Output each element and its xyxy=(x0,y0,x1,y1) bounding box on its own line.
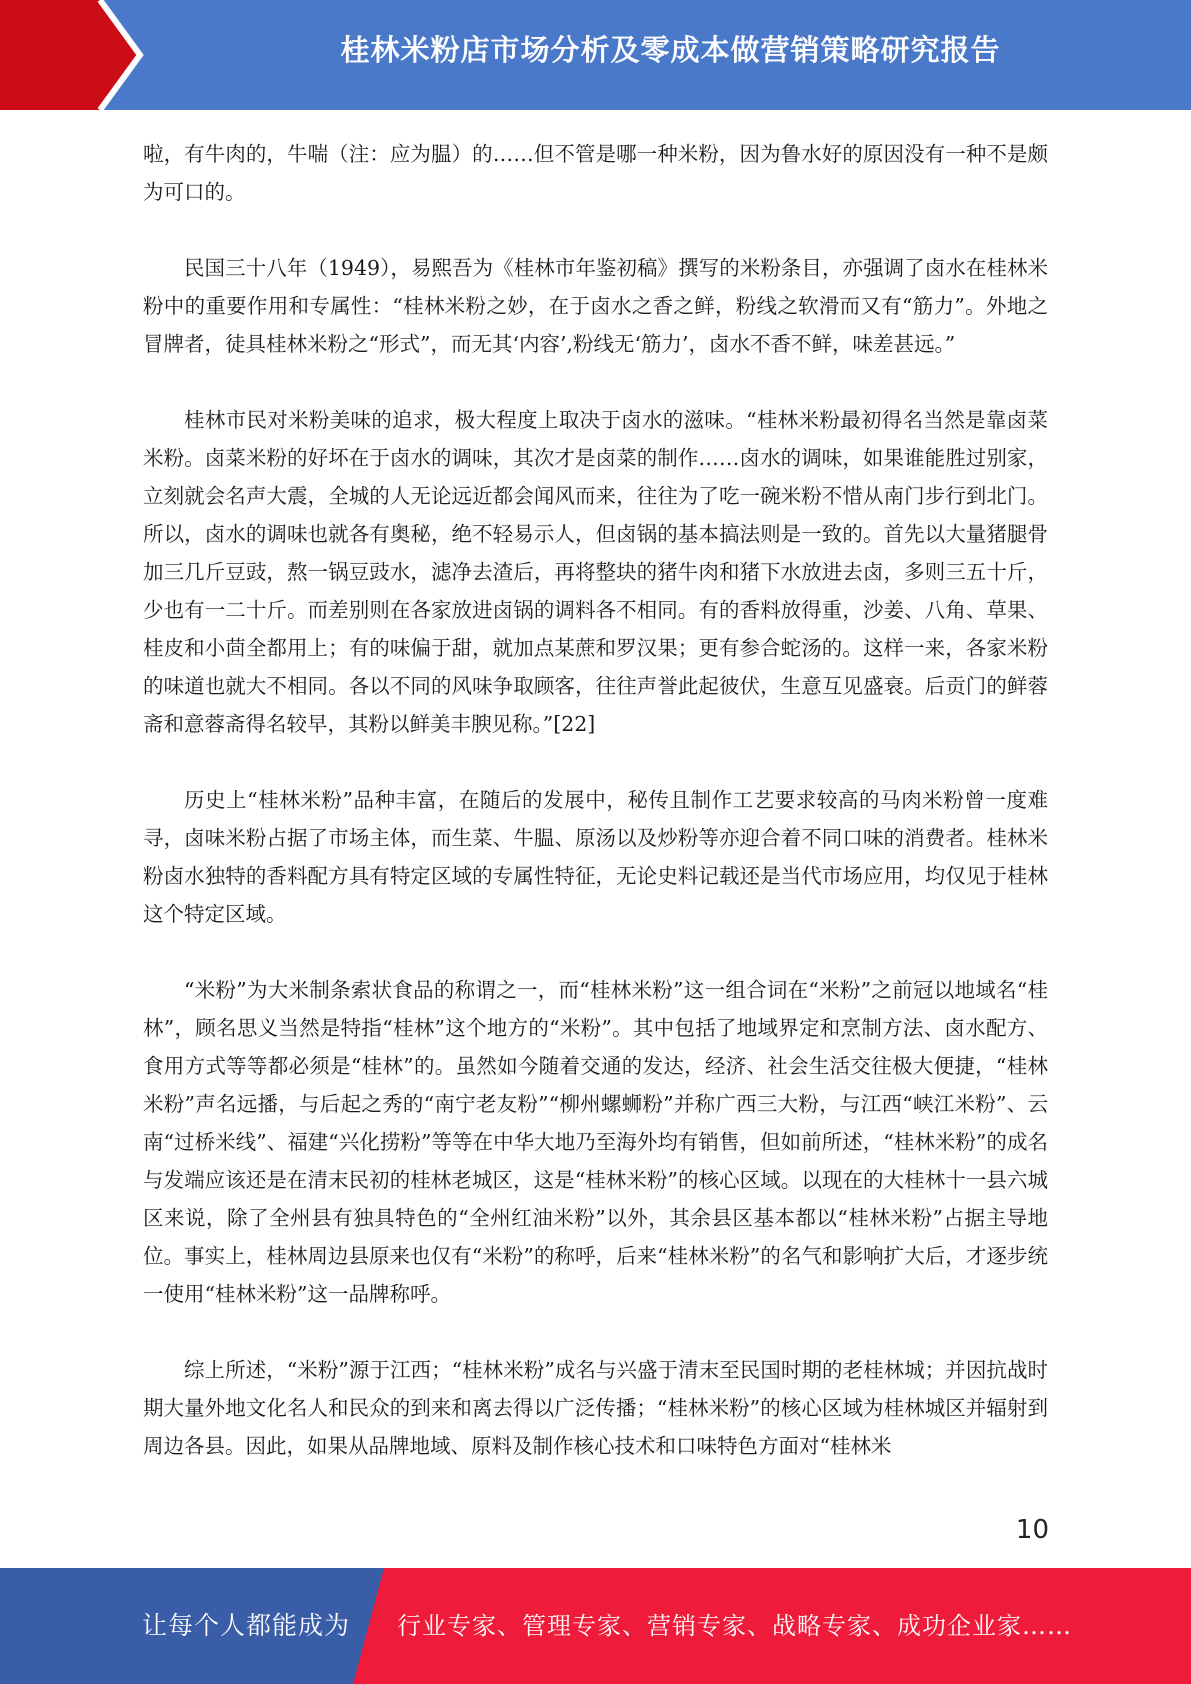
paragraph-5: “米粉”为大米制条索状食品的称谓之一，而“桂林米粉”这一组合词在“米粉”之前冠以地域名“桂林”，顾名思义当然是特指“桂林”这个地方的“米粉”。其中包括了地域界定和烹制方法、卤水配方、食用方式等等都必须是“桂林”的。虽然如今随着交通的发达，经济、社会生活交往极大便捷，“桂林米粉”声名远播，与后起之秀的“南宁老友粉”“柳州螺蛳粉”并称广西三大粉，与江西“峡江米粉”、云南“过桥米线”、福建“兴化捞粉”等等在中华大地乃至海外均有销售，但如前所述，“桂林米粉”的成名与发端应该还是在清末民初的桂林老城区，这是“桂林米粉”的核心区域。以现在的大桂林十一县六城区来说，除了全州县有独具特色的“全州红油米粉”以外，其余县区基本都以“桂林米粉”占据主导地位。事实上，桂林周边县原来也仅有“米粉”的称呼，后来“桂林米粉”的名气和影响扩大后，才逐步统一使用“桂林米粉”这一品牌称呼。 xyxy=(143,978,1048,1306)
footer-slogan-right: 行业专家、管理专家、营销专家、战略专家、成功企业家…… xyxy=(397,1612,1072,1640)
paragraph-3: 桂林市民对米粉美味的追求，极大程度上取决于卤水的滋味。“桂林米粉最初得名当然是靠卤菜米粉。卤菜米粉的好坏在于卤水的调味，其次才是卤菜的制作……卤水的调味，如果谁能胜过别家，立刻就会名声大震，全城的人无论远近都会闻风而来，往往为了吃一碗米粉不惜从南门步行到北门。所以，卤水的调味也就各有奥秘，绝不轻易示人，但卤锅的基本搞法则是一致的。首先以大量猪腿骨加三几斤豆豉，熬一锅豆豉水，滤净去渣后，再将整块的猪牛肉和猪下水放进去卤，多则三五十斤，少也有一二十斤。而差别则在各家放进卤锅的调料各不相同。有的香料放得重，沙姜、八角、草果、桂皮和小茴全都用上；有的味偏于甜，就加点某蔗和罗汉果；更有参合蛇汤的。这样一来，各家米粉的味道也就大不相同。各以不同的风味争取顾客，往往声誉此起彼伏，生意互见盛衰。后贡门的鲜蓉斋和意蓉斋得名较早，其粉以鲜美丰腴见称。”[22] xyxy=(143,408,1048,736)
page-header xyxy=(0,0,1191,110)
paragraph-4: 历史上“桂林米粉”品种丰富，在随后的发展中，秘传且制作工艺要求较高的马肉米粉曾一度难寻，卤味米粉占据了市场主体，而生菜、牛腽、原汤以及炒粉等亦迎合着不同口味的消费者。桂林米粉卤水独特的香料配方具有特定区域的专属性特征，无论史料记载还是当代市场应用，均仅见于桂林这个特定区域。 xyxy=(143,788,1048,926)
document-body xyxy=(143,135,1048,1465)
paragraph-2: 民国三十八年（1949），易熙吾为《桂林市年鉴初稿》撰写的米粉条目，亦强调了卤水在桂林米粉中的重要作用和专属性：“桂林米粉之妙，在于卤水之香之鲜，粉线之软滑而又有“筋力”。外地之冒牌者，徒具桂林米粉之“形式”，而无其‘内容’,粉线无‘筋力’，卤水不香不鲜，味差甚远。” xyxy=(143,256,1048,356)
document-title: 桂林米粉店市场分析及零成本做营销策略研究报告 xyxy=(340,33,1001,67)
paragraph-6: 综上所述，“米粉”源于江西；“桂林米粉”成名与兴盛于清末至民国时期的老桂林城；并因抗战时期大量外地文化名人和民众的到来和离去得以广泛传播；“桂林米粉”的核心区域为桂林城区并辐射到周边各县。因此，如果从品牌地域、原料及制作核心技术和口味特色方面对“桂林米 xyxy=(143,1358,1048,1458)
page-footer xyxy=(0,1568,1191,1684)
footer-slogan-left: 让每个人都能成为 xyxy=(142,1611,351,1640)
paragraph-1: 啦，有牛肉的，牛喘（注：应为腽）的……但不管是哪一种米粉，因为鲁水好的原因没有一种不是颇为可口的。 xyxy=(143,142,1048,204)
header-arrow-decoration xyxy=(0,0,150,110)
page-number: 10 xyxy=(1015,1515,1049,1545)
